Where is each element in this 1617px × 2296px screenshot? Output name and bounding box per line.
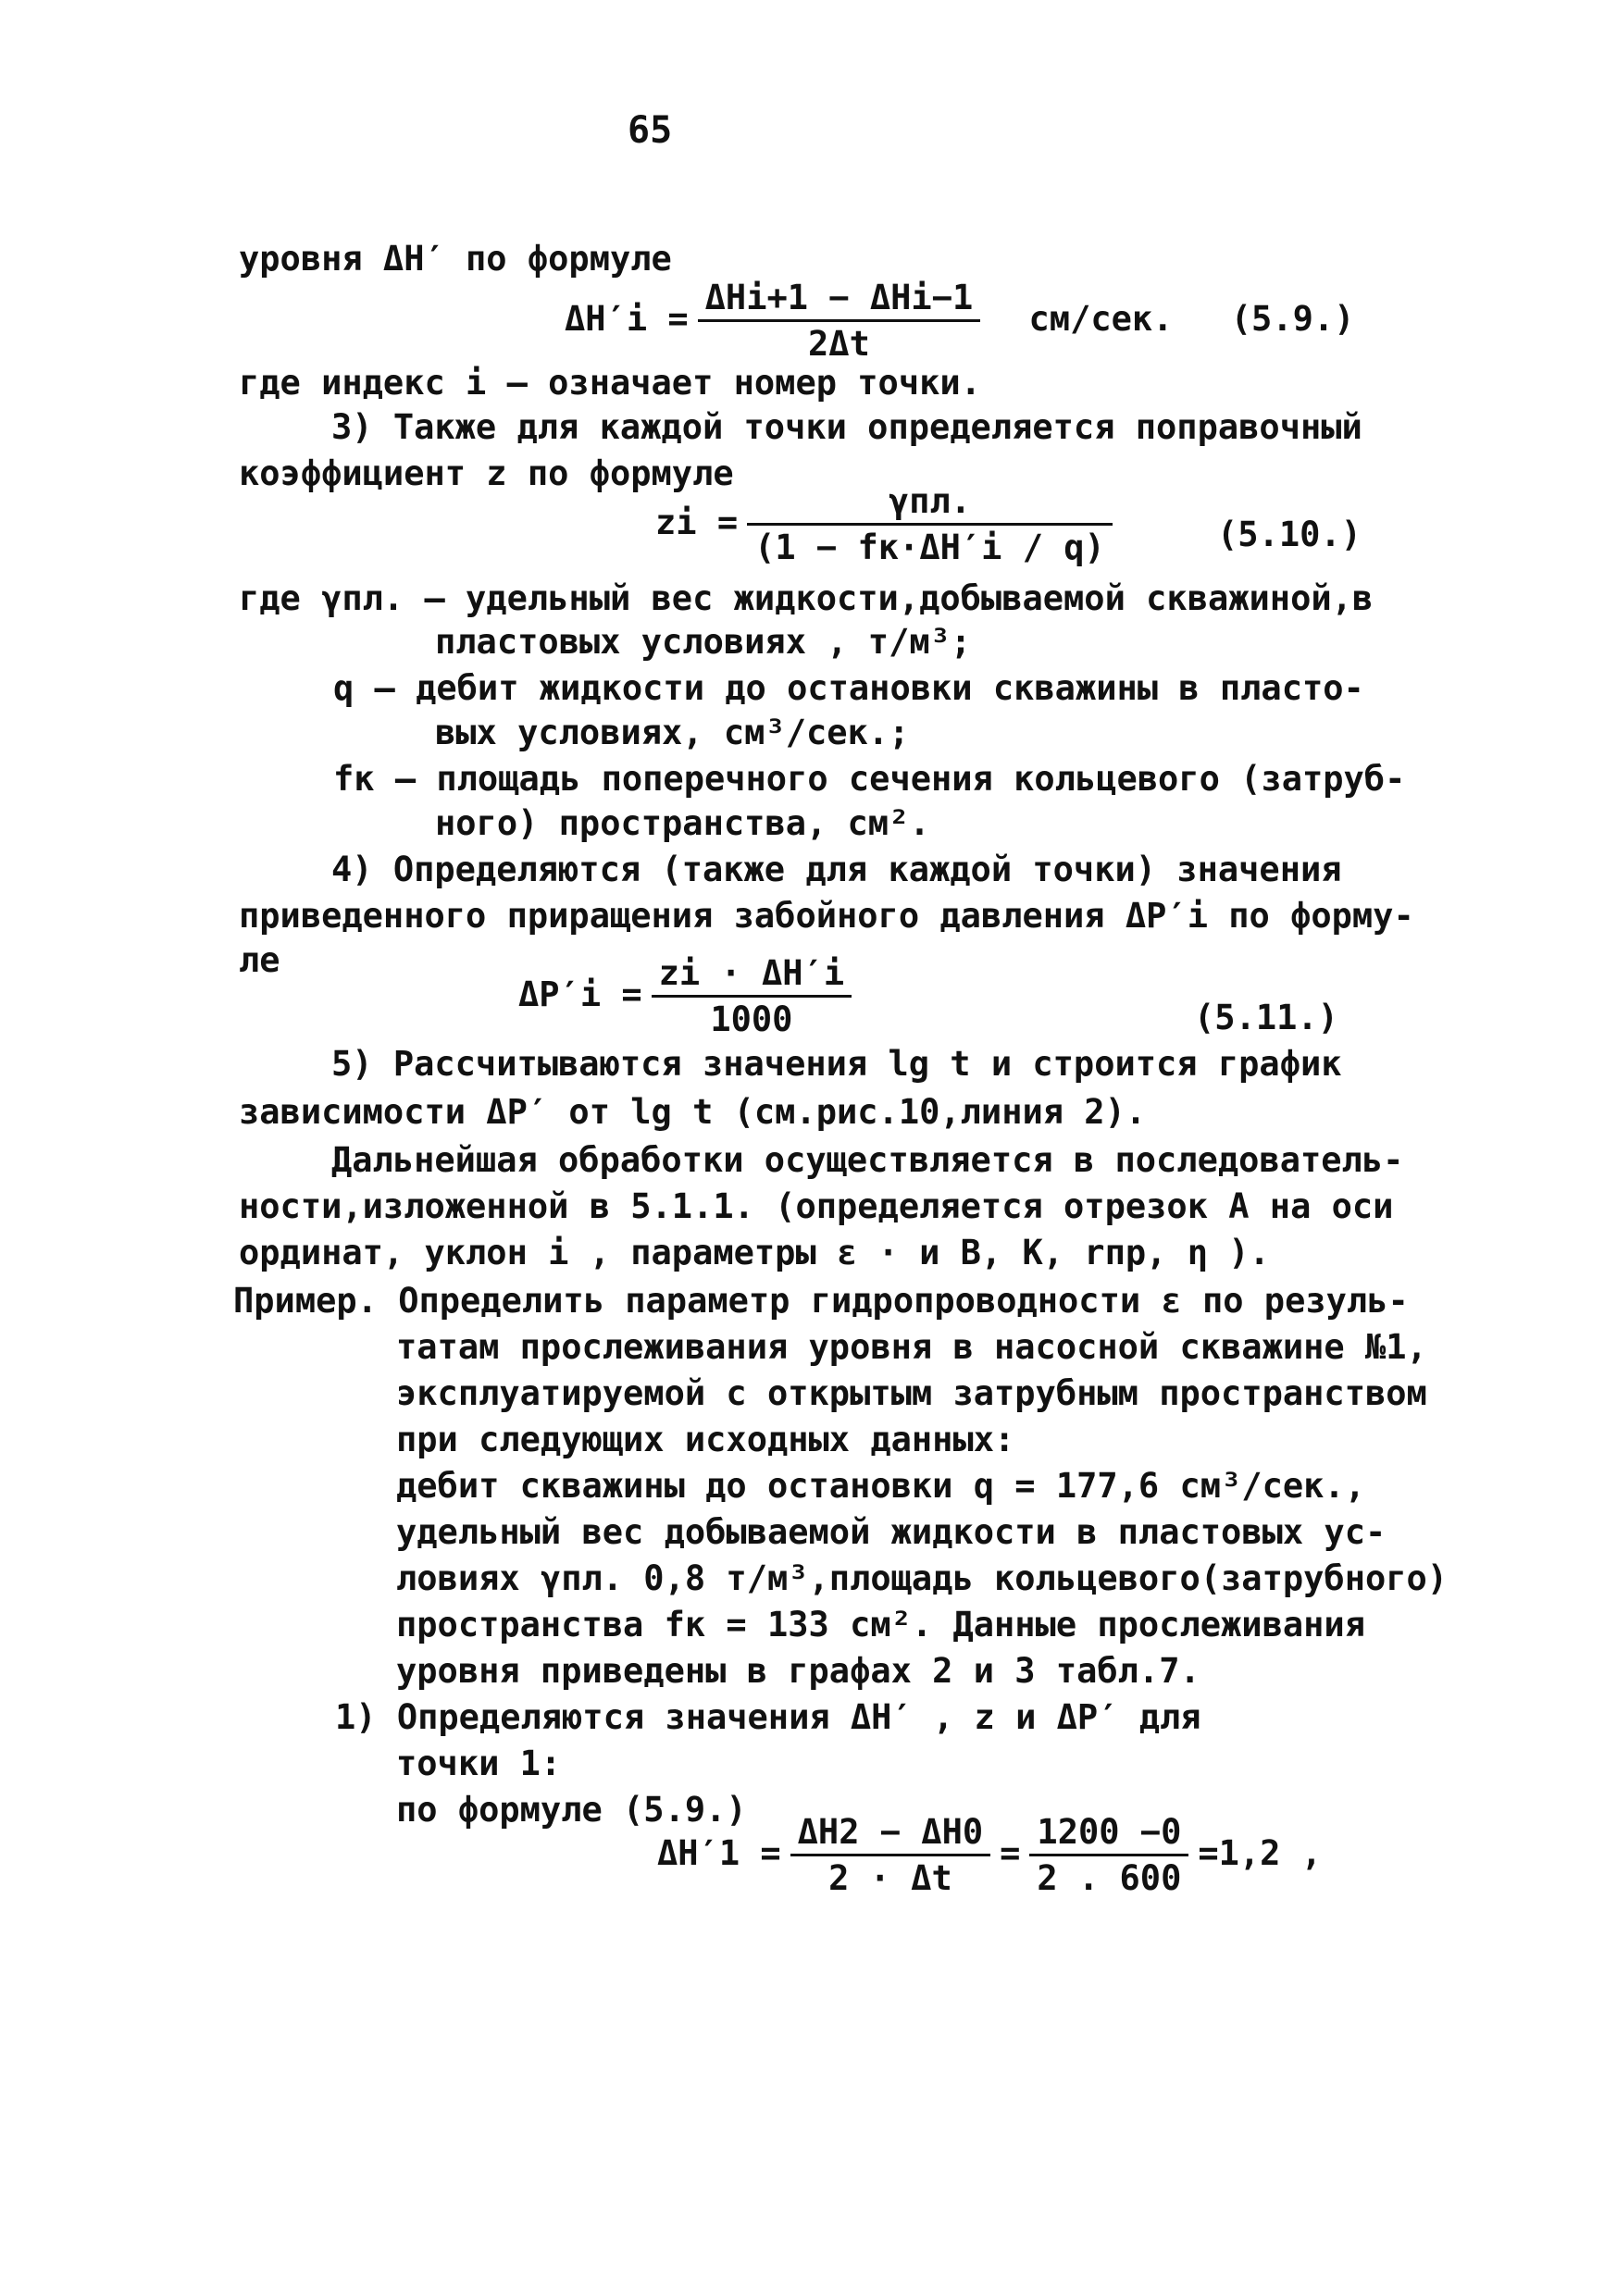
text-line: Пример. Определить параметр гидропроводности ε по резуль- [233, 1281, 1409, 1321]
numerator: γпл. [747, 481, 1113, 526]
text-line: пространства fк = 133 см². Данные прослеживания [396, 1605, 1365, 1644]
text-line: q – дебит жидкости до остановки скважины в пласто- [333, 668, 1364, 708]
fraction [1029, 1812, 1188, 1898]
text-line: при следующих исходных данных: [396, 1420, 1015, 1459]
text-line: ловиях γпл. 0,8 т/м³,площадь кольцевого(затрубного) [396, 1558, 1449, 1598]
formula-5-10 [655, 481, 1122, 567]
fraction [790, 1812, 990, 1898]
text-line: эксплуатируемой с открытым затрубным пространством [396, 1373, 1427, 1413]
formula-example [657, 1812, 1322, 1898]
denominator: 2 · Δt [828, 1858, 952, 1898]
text-line: коэффициент z по формуле [239, 453, 734, 493]
formula-lhs: ΔH′i = [565, 299, 689, 339]
fraction [747, 481, 1113, 567]
equation-tag: (5.10.) [1217, 515, 1362, 554]
formula-5-11 [518, 953, 861, 1039]
text-line: дебит скважины до остановки q = 177,6 см³/сек., [396, 1466, 1365, 1506]
numerator: ΔH2 − ΔH0 [790, 1812, 990, 1856]
formula-lhs: zi = [655, 503, 739, 542]
text-line: ности,изложенной в 5.1.1. (определяется отрезок A на оси [239, 1186, 1394, 1226]
text-line: по формуле (5.9.) [396, 1790, 747, 1830]
equation-tag: (5.9.) [1230, 299, 1355, 339]
equation-tag: (5.11.) [1194, 998, 1338, 1037]
text-line: ного) пространства, см². [435, 803, 930, 843]
text-line: татам прослеживания уровня в насосной скважине №1, [396, 1327, 1427, 1367]
numerator: zi · ΔH′i [652, 953, 852, 998]
denominator: 1000 [710, 999, 793, 1039]
text-line: вых условиях, см³/сек.; [435, 713, 910, 752]
unit: см/сек. [1028, 299, 1174, 339]
formula-5-9 [565, 278, 1354, 364]
text-line: 5) Рассчитываются значения lg t и строится график [331, 1044, 1342, 1084]
denominator: (1 − fк·ΔH′i / q) [754, 527, 1105, 567]
text-line: Дальнейшая обработки осуществляется в последователь- [331, 1140, 1404, 1180]
text-line: уровня приведены в графах 2 и 3 табл.7. [396, 1651, 1200, 1691]
page-number: 65 [628, 109, 673, 152]
fraction [698, 278, 981, 364]
text-line: где индекс i – означает номер точки. [239, 363, 981, 403]
text-line: 3) Также для каждой точки определяется поправочный [331, 407, 1362, 447]
text-line: уровня ΔH′ по формуле [239, 239, 672, 279]
formula-lhs: ΔP′i = [518, 974, 642, 1014]
text-line: удельный вес добываемой жидкости в пластовых ус- [396, 1512, 1387, 1552]
text-line: ле [239, 940, 280, 980]
fraction [652, 953, 852, 1039]
denominator: 2Δt [808, 324, 870, 364]
text-line: ординат, уклон i , параметры ε · и B, K, rпр, η ). [239, 1233, 1270, 1272]
text-line: где γпл. – удельный вес жидкости,добываемой скважиной,в [239, 578, 1374, 618]
text-line: точки 1: [396, 1744, 562, 1783]
formula-result: =1,2 , [1198, 1833, 1323, 1873]
text-line: пластовых условиях , т/м³; [435, 622, 972, 662]
text-line: зависимости ΔP′ от lg t (см.рис.10,линия 2). [239, 1092, 1147, 1132]
text-line: fк – площадь поперечного сечения кольцевого (затруб- [333, 759, 1406, 799]
denominator: 2 . 600 [1037, 1858, 1182, 1898]
text-line: приведенного приращения забойного давления ΔP′i по форму- [239, 896, 1414, 936]
text-line: 1) Определяются значения ΔH′ , z и ΔP′ для [335, 1697, 1201, 1737]
text-line: 4) Определяются (также для каждой точки) значения [331, 850, 1342, 889]
numerator: ΔHi+1 − ΔHi−1 [698, 278, 981, 322]
numerator: 1200 −0 [1029, 1812, 1188, 1856]
equals-sign: = [1000, 1833, 1021, 1873]
formula-lhs: ΔH′1 = [657, 1833, 781, 1873]
